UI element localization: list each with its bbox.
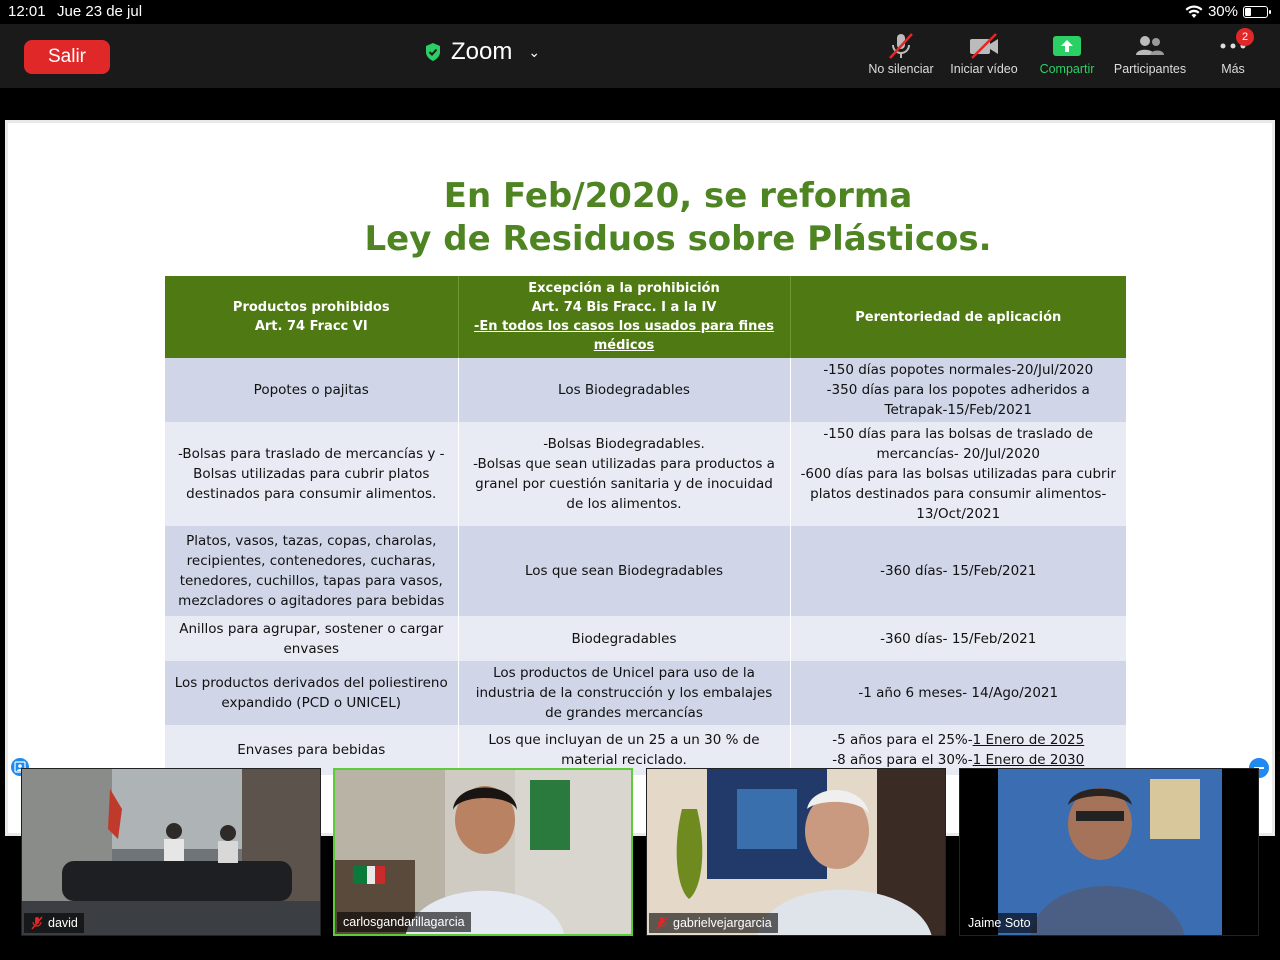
share-screen-icon: [1052, 34, 1082, 58]
unmute-button[interactable]: [856, 30, 946, 76]
meeting-toolbar: [0, 24, 1280, 88]
video-off-icon: [968, 31, 1000, 61]
exception-cell: Biodegradables: [458, 616, 790, 661]
participants-icon: [1134, 33, 1166, 59]
table-header-row: [165, 276, 1126, 358]
deadline-prefix: -8 años para el 30%-: [832, 752, 973, 768]
meeting-title: Zoom: [451, 38, 513, 65]
deadline-cell: -1 año 6 meses- 14/Ago/2021: [790, 661, 1126, 725]
battery-fill: [1245, 8, 1251, 16]
slide-title-line1: En Feb/2020, se reforma: [443, 176, 913, 216]
clock: 12:01: [8, 3, 46, 20]
meeting-info-button[interactable]: [425, 38, 540, 66]
participant-name: gabrielvejargarcia: [673, 916, 772, 930]
mic-off-icon: [655, 916, 669, 930]
exception-cell: Los que sean Biodegradables: [458, 526, 790, 616]
video-tile-active-speaker[interactable]: [333, 768, 633, 936]
participants-button[interactable]: [1105, 30, 1195, 76]
mic-off-icon: [30, 916, 44, 930]
participant-video: [960, 769, 1259, 936]
table-row: [165, 358, 1126, 422]
deadline-line: [799, 730, 1119, 750]
participant-name-tag: [24, 913, 84, 933]
product-cell: Anillos para agrupar, sostener o cargar envases: [165, 616, 458, 661]
participant-name: Jaime Soto: [968, 916, 1031, 930]
table-row: [165, 661, 1126, 725]
mic-off-icon: [886, 31, 916, 61]
slide-title-line2: Ley de Residuos sobre Plásticos.: [364, 219, 992, 259]
more-button[interactable]: [1188, 30, 1278, 76]
product-cell: Platos, vasos, tazas, copas, charolas, recipientes, contenedores, cucharas, tenedores, cuchillos, tapas para vasos, mezcladores o agitadores para bebidas: [165, 526, 458, 616]
participant-name-tag: [649, 913, 778, 933]
product-cell: Popotes o pajitas: [165, 358, 458, 422]
exception-cell: Los Biodegradables: [458, 358, 790, 422]
more-label: Más: [1221, 62, 1245, 76]
date: Jue 23 de jul: [57, 3, 143, 20]
share-label: Compartir: [1039, 62, 1095, 76]
chevron-down-icon: ⌄: [528, 43, 541, 60]
header-cell-line: Excepción a la prohibición: [528, 281, 720, 296]
exception-cell: Los que incluyan de un 25 a un 30 % de material reciclado.: [458, 725, 790, 775]
battery-percent: 30%: [1207, 3, 1238, 20]
deadline-cell: -150 días para las bolsas de traslado de mercancías- 20/Jul/2020 -600 días para las bolsas utilizadas para cubrir platos destinados para consumir alimentos-13/Oct/2021: [790, 422, 1126, 526]
slide-title: [8, 175, 1272, 261]
presentation-slide: [8, 123, 1272, 833]
participant-name: carlosgandarillagarcia: [343, 915, 465, 929]
status-bar: [0, 0, 1280, 24]
regulation-table: [165, 276, 1126, 775]
unmute-label: No silenciar: [868, 62, 934, 76]
exception-cell: -Bolsas Biodegradables. -Bolsas que sean utilizadas para productos a granel por cuestión sanitaria y de inocuidad de los alimentos.: [458, 422, 790, 526]
deadline-prefix: -5 años para el 25%-: [832, 732, 973, 748]
start-video-label: Iniciar vídeo: [950, 62, 1018, 76]
deadline-line: [799, 750, 1119, 770]
deadline-cell: -360 días- 15/Feb/2021: [790, 526, 1126, 616]
leave-button[interactable]: Salir: [24, 40, 110, 74]
deadline-cell: -360 días- 15/Feb/2021: [790, 616, 1126, 661]
product-cell: Los productos derivados del poliestireno expandido (PCD o UNICEL): [165, 661, 458, 725]
shared-screen: [5, 120, 1275, 836]
share-screen-button[interactable]: [1022, 30, 1112, 76]
header-cell-line: Art. 74 Fracc VI: [254, 319, 368, 334]
participant-name-tag: [962, 913, 1037, 933]
shield-check-icon: [425, 43, 441, 61]
table-row: [165, 616, 1126, 661]
table-row: [165, 422, 1126, 526]
participant-name-tag: [337, 912, 471, 932]
video-tile[interactable]: [21, 768, 321, 936]
video-tile[interactable]: [646, 768, 946, 936]
participants-label: Participantes: [1113, 62, 1187, 76]
participant-video: [647, 769, 946, 936]
start-video-button[interactable]: [939, 30, 1029, 76]
status-right: [1185, 3, 1268, 20]
header-cell-line: Art. 74 Bis Fracc. I a la IV: [531, 300, 717, 315]
toolbar-separator: [0, 88, 1280, 120]
participant-video: [22, 769, 321, 936]
header-cell-line: Productos prohibidos: [232, 300, 390, 315]
exception-cell: Los productos de Unicel para uso de la industria de la construcción y los embalajes de grandes mercancías: [458, 661, 790, 725]
header-cell-line: Perentoriedad de aplicación: [855, 309, 1062, 325]
video-tile[interactable]: [959, 768, 1259, 936]
deadline-date: 1 Enero de 2030: [972, 752, 1085, 768]
product-cell: Envases para bebidas: [165, 725, 458, 775]
header-exception: [458, 276, 790, 358]
header-deadline: [790, 276, 1126, 358]
deadline-cell: -150 días popotes normales-20/Jul/2020 -350 días para los popotes adheridos a Tetrapak-15/Feb/2021: [790, 358, 1126, 422]
product-cell: -Bolsas para traslado de mercancías y -Bolsas utilizadas para cubrir platos destinados para consumir alimentos.: [165, 422, 458, 526]
battery-icon: [1243, 6, 1268, 18]
wifi-icon: [1185, 5, 1203, 19]
header-cell-line: -En todos los casos los usados para fines médicos: [474, 319, 774, 353]
notification-badge: 2: [1236, 28, 1254, 46]
table-row: [165, 526, 1126, 616]
deadline-date: 1 Enero de 2025: [972, 732, 1085, 748]
participant-name: david: [48, 916, 78, 930]
header-prohibited-products: [165, 276, 458, 358]
